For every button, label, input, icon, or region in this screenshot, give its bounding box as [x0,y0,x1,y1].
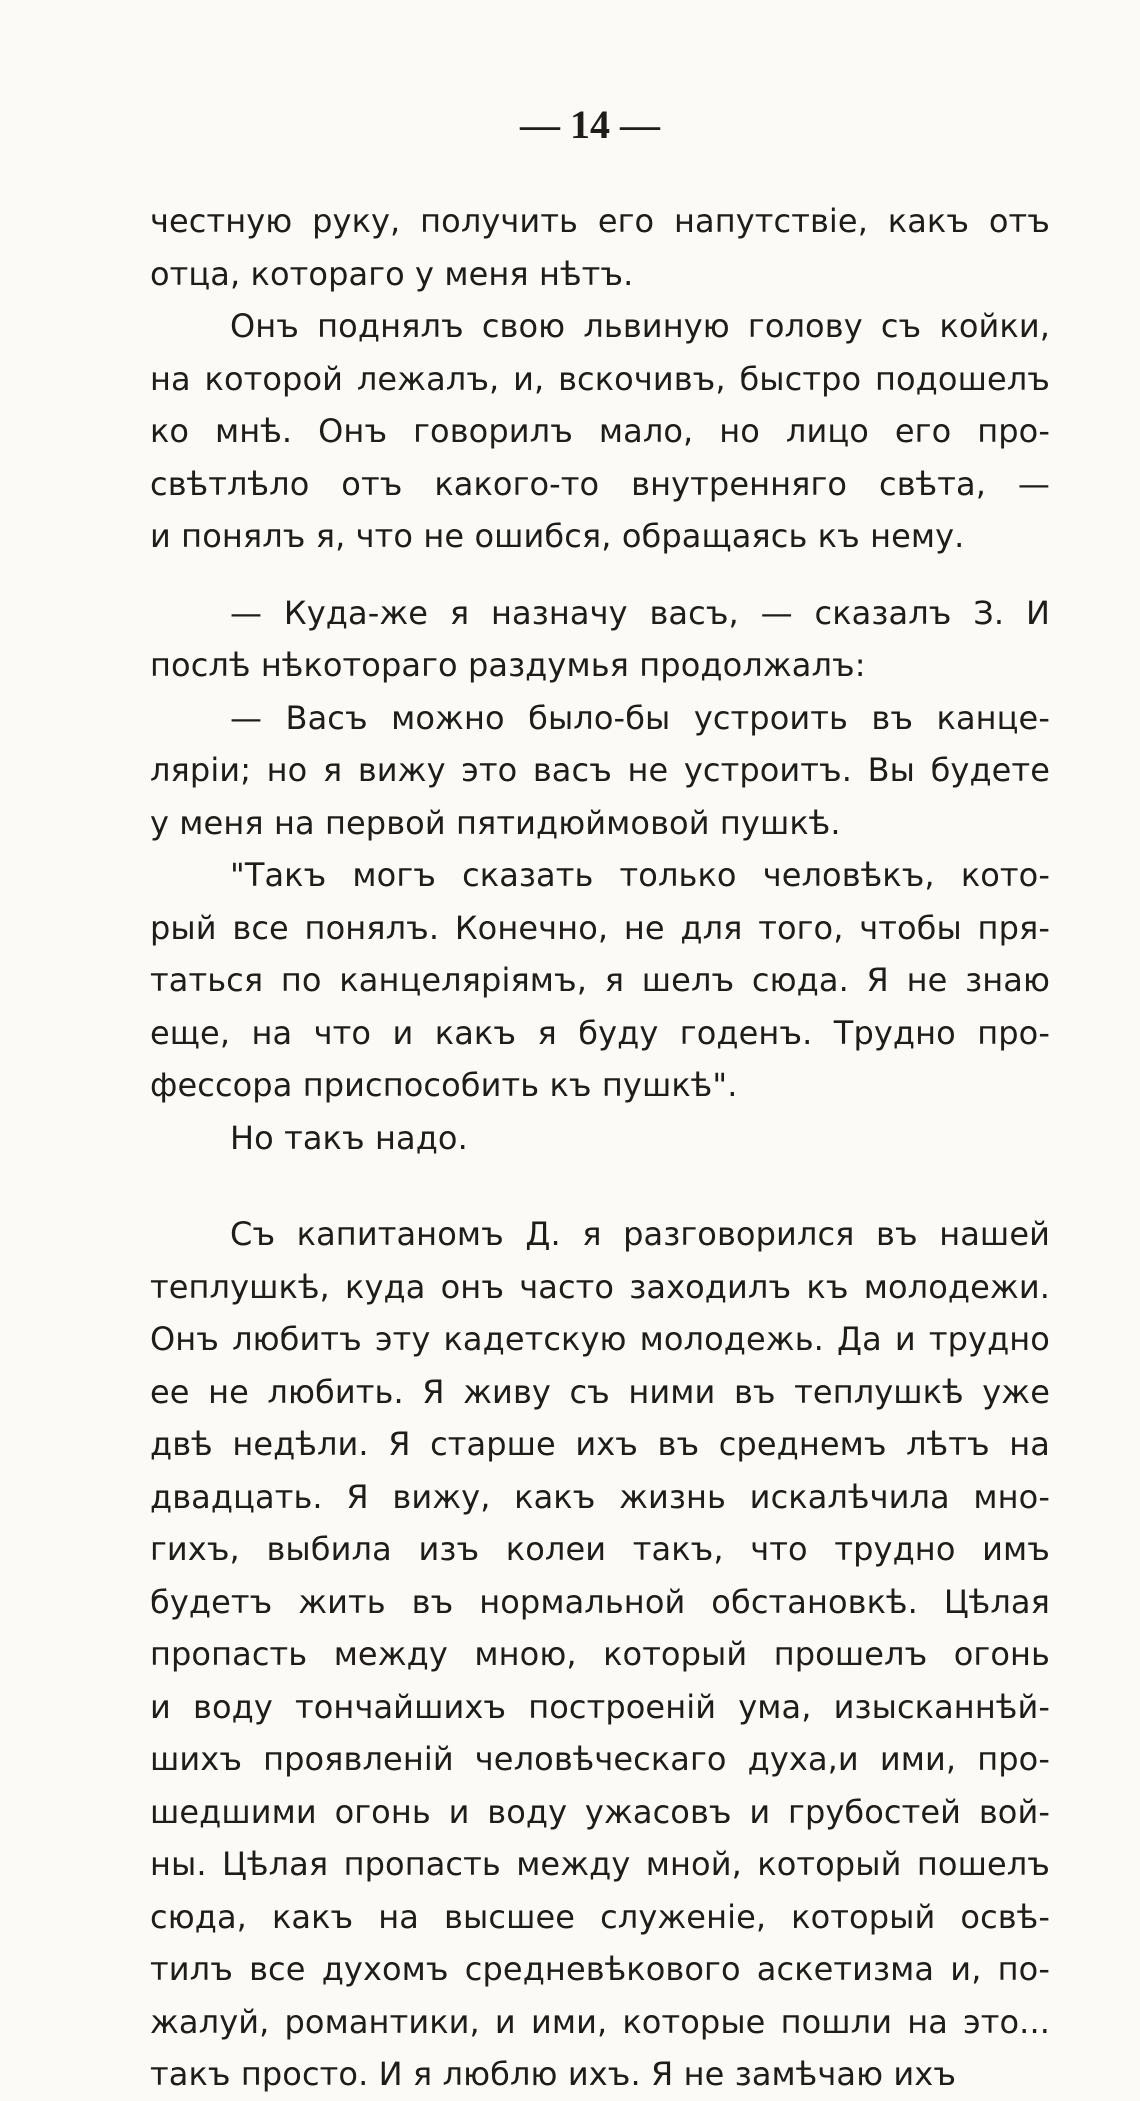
text-line: пропасть между мною, который прошелъ огонь [150,1635,1050,1673]
text-line: Онъ любитъ эту кадетскую молодежь. Да и трудно [150,1320,1050,1358]
text-line: Но такъ надо. [230,1118,468,1157]
text-line: двадцать. Я вижу, какъ жизнь искалѣчила мно- [150,1477,1050,1516]
text-line: — Васъ можно было-бы устроить въ канце- [230,698,1050,737]
text-line: на которой лежалъ, и, вскочивъ, быстро подошелъ [150,359,1050,398]
paragraph [150,1112,1050,1165]
text-line: "Такъ могъ сказать только человѣкъ, кото- [230,856,1050,894]
paragraph [150,849,1050,1112]
section-gap [150,1164,1050,1208]
book-page [150,100,1050,2101]
text-line: двѣ недѣли. Я старше ихъ въ среднемъ лѣтъ на [150,1425,1050,1463]
text-line: Онъ поднялъ свою львиную голову съ койки, [230,307,1050,345]
text-line: и воду тончайшихъ построеній ума, изысканнѣй- [150,1687,1050,1726]
text-line: сюда, какъ на высшее служеніе, который освѣ- [150,1897,1050,1936]
text-line: ны. Цѣлая пропасть между мной, который пошелъ [150,1845,1050,1883]
paragraph [150,1208,1050,2101]
page-number: — 14 — [520,102,660,147]
paragraph [150,195,1050,300]
text-line: теплушкѣ, куда онъ часто заходилъ къ молодежи. [150,1267,1050,1306]
text-line: ко мнѣ. Онъ говорилъ мало, но лицо его про- [150,412,1050,450]
text-line: гихъ, выбила изъ колеи такъ, что трудно имъ [150,1530,1050,1568]
text-line: Съ капитаномъ Д. я разговорился въ нашей [230,1215,1050,1253]
text-line: тилъ все духомъ средневѣкового аскетизма и, по- [150,1950,1050,1988]
paragraph [150,300,1050,563]
text-line: шихъ проявленій человѣческаго духа,и ими, про- [150,1740,1050,1778]
text-body [150,195,1050,2101]
text-line: такъ просто. И я люблю ихъ. Я не замѣчаю ихъ [150,2055,957,2093]
paragraph [150,587,1050,692]
text-line: ляріи; но я вижу это васъ не устроитъ. Вы будете [150,751,1050,789]
text-line: шедшими огонь и воду ужасовъ и грубостей вой- [150,1792,1050,1831]
text-line: честную руку, получить его напутствiе, какъ отъ [150,202,1050,240]
text-line: ее не любить. Я живу съ ними въ теплушкѣ уже [150,1372,1050,1411]
text-line: жалуй, романтики, и ими, которые пошли на это... [150,2002,1050,2041]
paragraph-gap [150,563,1050,587]
text-line: — Куда-же я назначу васъ, — сказалъ З. И [230,593,1050,632]
text-line: у меня на первой пятидюймовой пушкѣ. [150,803,841,842]
text-line: еще, на что и какъ я буду годенъ. Трудно про- [150,1013,1050,1052]
text-line: и понялъ я, что не ошибся, обращаясь къ нему. [150,517,965,555]
text-line: отца, котораго у меня нѣтъ. [150,254,634,293]
text-line: таться по канцеляріямъ, я шелъ сюда. Я не знаю [150,961,1050,999]
text-line: рый все понялъ. Конечно, не для того, чтобы пря- [150,908,1050,947]
text-line: будетъ жить въ нормальной обстановкѣ. Цѣлая [150,1582,1050,1621]
text-line: свѣтлѣло отъ какого-то внутренняго свѣта, — [150,464,1050,503]
text-line: фессора приспособить къ пушкѣ". [150,1066,738,1104]
text-line: послѣ нѣкотораго раздумья продолжалъ: [150,646,866,684]
paragraph [150,692,1050,850]
